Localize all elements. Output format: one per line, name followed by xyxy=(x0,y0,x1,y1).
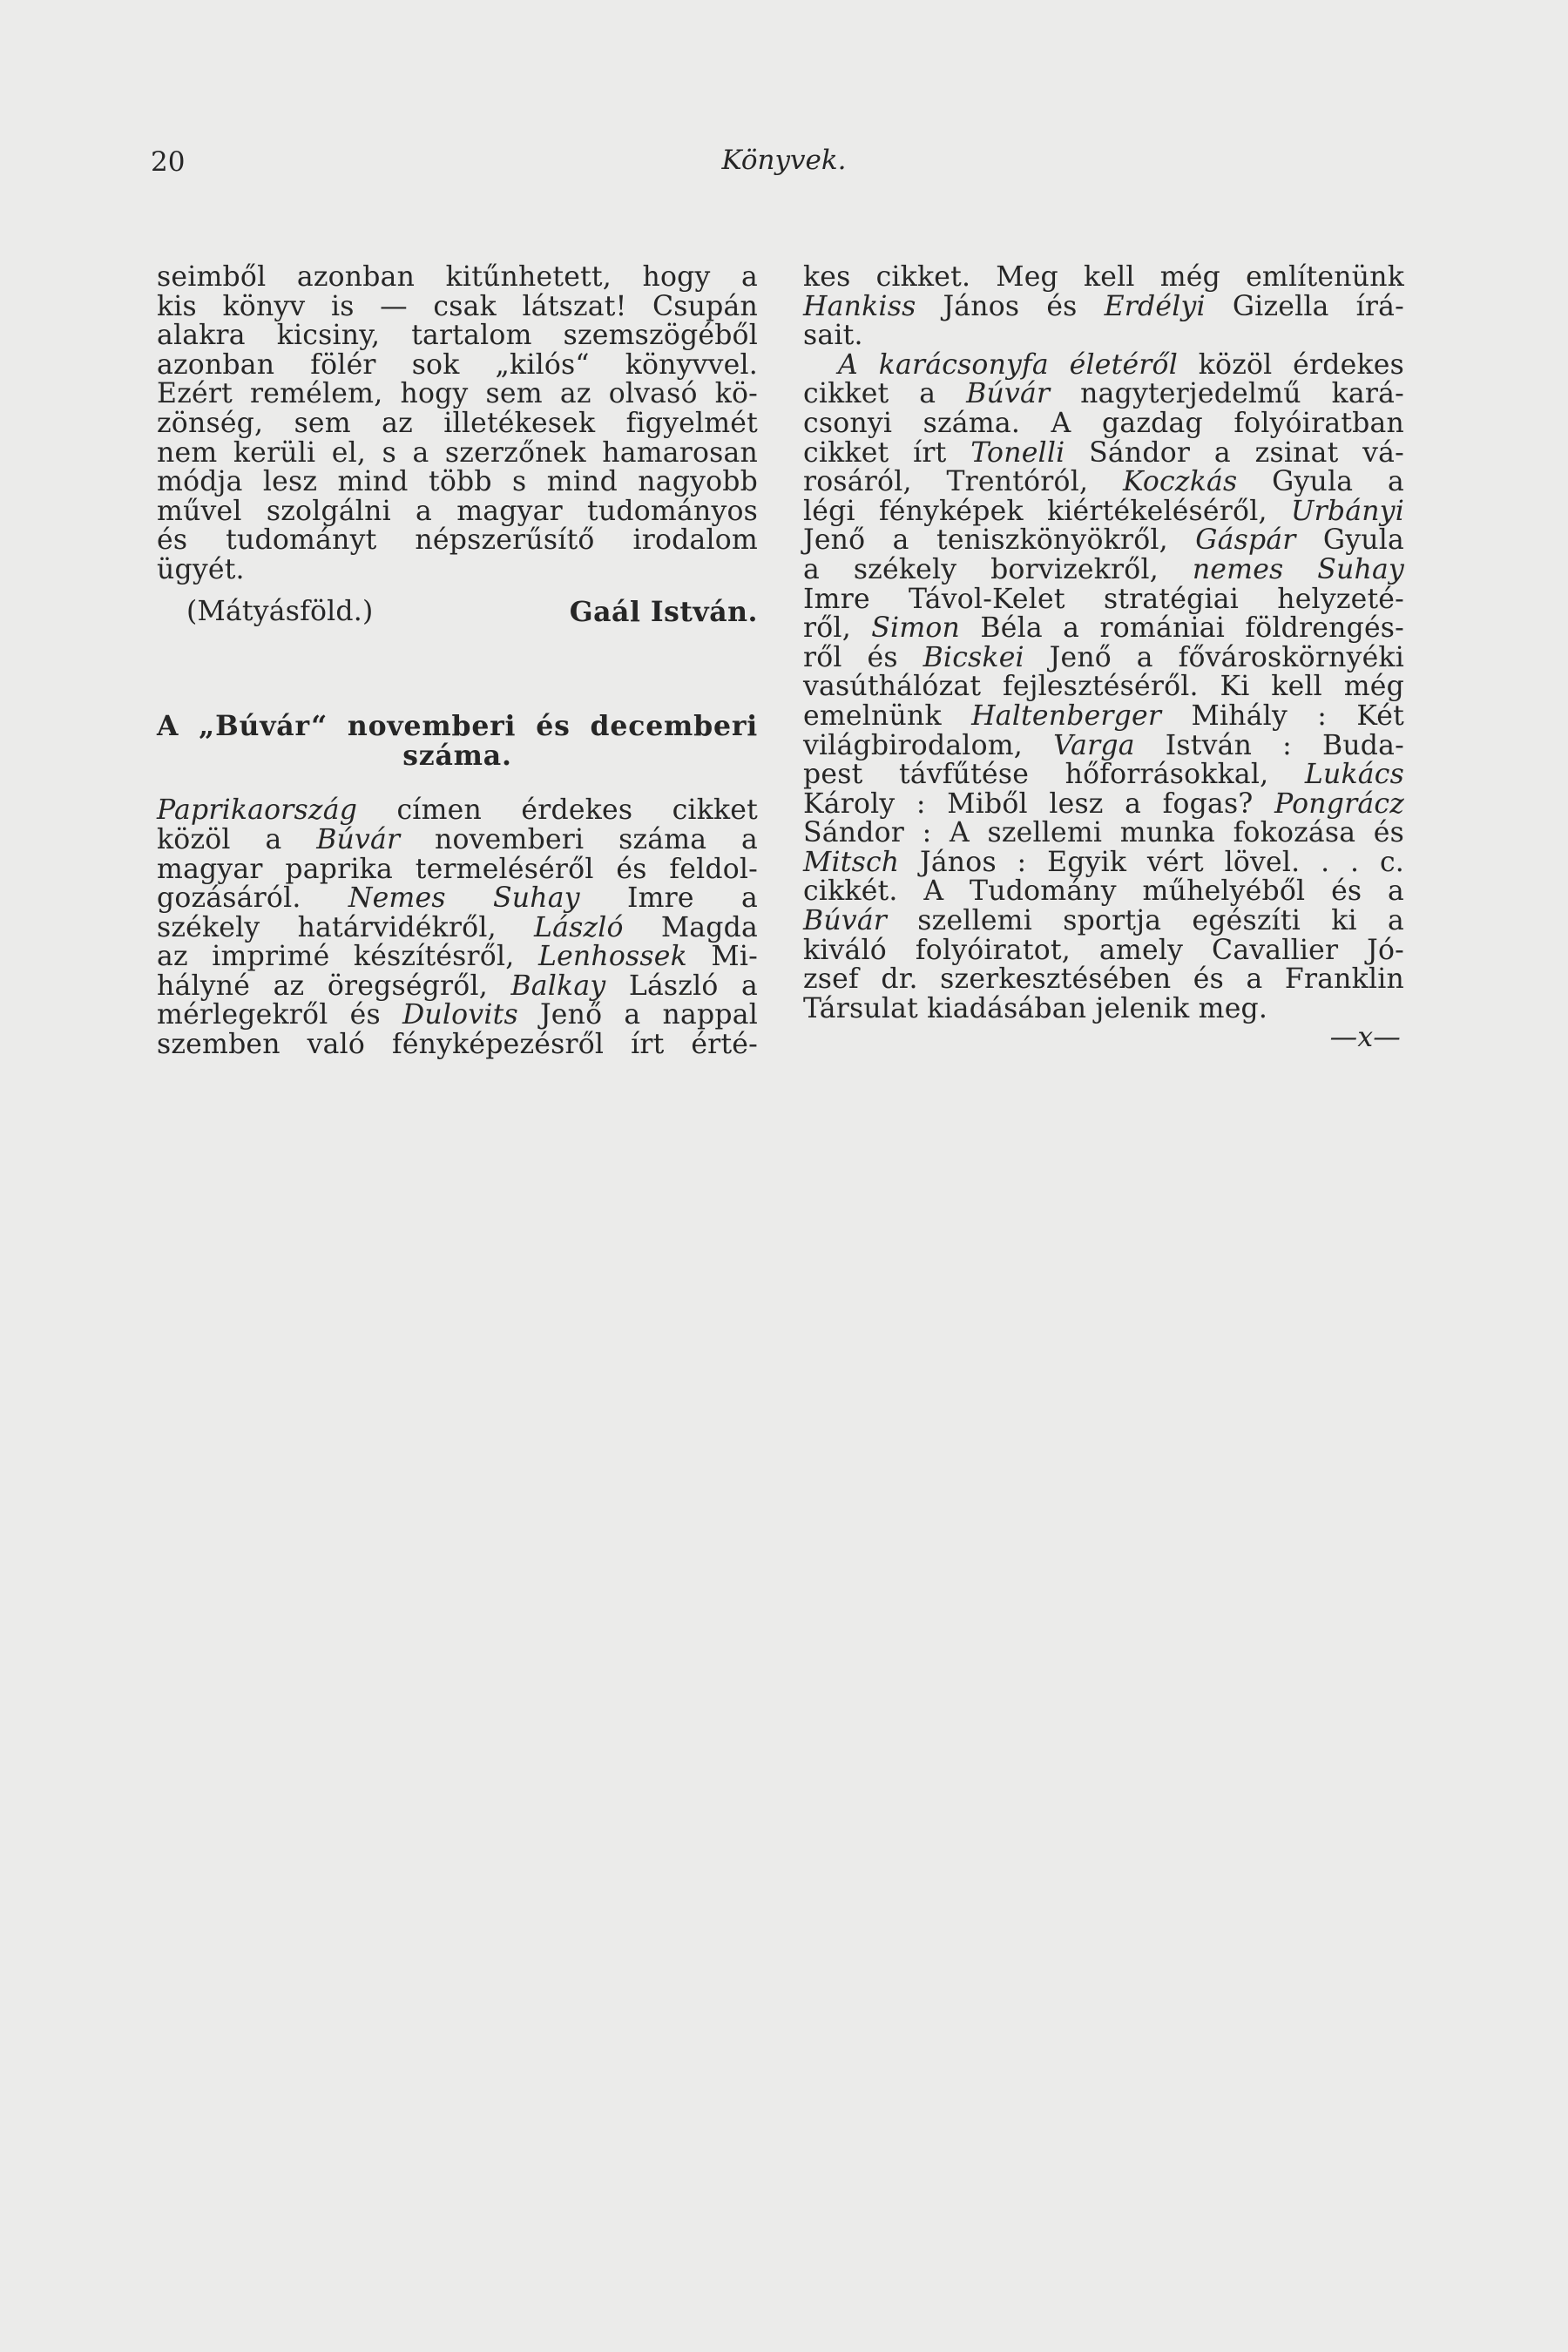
text-line: Imre Távol-Kelet stratégiai helyzeté- xyxy=(803,583,1404,615)
italic-name: Hankiss xyxy=(803,290,916,322)
italic-name: Pongrácz xyxy=(1274,787,1404,820)
text-line: hályné az öregségről, Balkay László a xyxy=(157,970,759,1002)
text-line: Paprikaország címen érdekes cikket xyxy=(157,794,758,827)
signature xyxy=(157,595,758,628)
text-line: alakra kicsiny, tartalom szemszögéből xyxy=(157,320,758,352)
text-line: Jenő a teniszkönyökről, Gáspár Gyula xyxy=(803,524,1404,557)
section-title-line: száma. xyxy=(402,739,512,772)
text-line: sait. xyxy=(803,320,863,352)
text-line: pest távfűtése hőforrásokkal, Lukács xyxy=(803,759,1404,791)
italic-name: Bicskei xyxy=(923,641,1024,673)
italic-name: Simon xyxy=(871,612,961,645)
text-line: kiváló folyóiratot, amely Cavallier Jó- xyxy=(803,934,1404,966)
left-column xyxy=(157,263,758,1060)
italic-name: Dulovits xyxy=(402,999,518,1031)
text-line: Ezért remélem, hogy sem az olvasó kö- xyxy=(157,378,758,410)
text-line: Károly : Miből lesz a fogas? Pongrácz xyxy=(803,787,1404,820)
text-line: Társulat kiadásában jelenik meg. xyxy=(803,992,1268,1024)
text-line: székely határvidékről, László Magda xyxy=(157,911,758,943)
italic-name: Gáspár xyxy=(1195,524,1296,557)
text-line: kes cikket. Meg kell még említenünk xyxy=(803,261,1404,293)
text-line: és tudományt népszerűsítő irodalom xyxy=(157,524,758,557)
italic-name: László xyxy=(533,911,624,943)
review-paragraph xyxy=(157,263,758,585)
text-line: légi fényképek kiértékeléséről, Urbányi xyxy=(803,495,1404,527)
italic-name: Nemes Suhay xyxy=(348,882,580,915)
italic-title: Búvár xyxy=(803,905,888,937)
italic-name: Haltenberger xyxy=(971,700,1162,732)
text-line: cikkét. A Tudomány műhelyéből és a xyxy=(803,875,1404,908)
text-line: a székely borvizekről, nemes Suhay xyxy=(803,553,1404,585)
buvar-paragraph xyxy=(157,796,758,1059)
text-line: azonban fölér sok „kilós“ könyvvel. xyxy=(157,348,758,381)
text-line: nem kerüli el, s a szerzőnek hamarosan xyxy=(157,436,758,469)
italic-title: A karácsonyfa életéről xyxy=(838,348,1178,381)
text-line: művel szolgálni a magyar tudományos xyxy=(157,495,758,527)
text-line: az imprimé készítésről, Lenhossek Mi- xyxy=(157,941,758,973)
italic-title: Búvár xyxy=(966,378,1051,410)
italic-name: Tonelli xyxy=(970,436,1065,469)
text-line: mérlegekről és Dulovits Jenő a nappal xyxy=(157,999,758,1031)
italic-name: Balkay xyxy=(510,970,606,1002)
text-line: szemben való fényképezésről írt érté- xyxy=(157,1029,758,1061)
author-initials: —x— xyxy=(1329,1022,1401,1054)
text-line: Búvár szellemi sportja egészíti ki a xyxy=(803,905,1404,937)
text-line: zönség, sem az illetékesek figyelmét xyxy=(157,407,758,439)
text-line: vasúthálózat fejlesztéséről. Ki kell még xyxy=(803,671,1404,703)
text-line: csonyi száma. A gazdag folyóiratban xyxy=(803,407,1404,439)
text-line: Sándor : A szellemi munka fokozása és xyxy=(803,817,1404,849)
text-line: zsef dr. szerkesztésében és a Franklin xyxy=(803,963,1404,996)
text-line: világbirodalom, Varga István : Buda- xyxy=(803,729,1404,761)
text-line: A karácsonyfa életéről közöl érdekes xyxy=(838,348,1404,381)
text-line: ről és Bicskei Jenő a fővároskörnyéki xyxy=(803,641,1404,673)
italic-name: Lukács xyxy=(1304,759,1404,791)
italic-name: Mitsch xyxy=(803,846,900,878)
text-line: magyar paprika termeléséről és feldol- xyxy=(157,853,758,885)
italic-name: nemes Suhay xyxy=(1192,553,1404,585)
signature-place: (Mátyásföld.) xyxy=(186,595,374,627)
section-title xyxy=(157,712,758,770)
text-line: módja lesz mind több s mind nagyobb xyxy=(157,466,758,498)
text-line: kis könyv is — csak látszat! Csupán xyxy=(157,290,758,322)
running-title: Könyvek. xyxy=(721,145,847,176)
text-line: közöl a Búvár novemberi száma a xyxy=(157,823,759,855)
text-line: cikket írt Tonelli Sándor a zsinat vá- xyxy=(803,436,1404,469)
text-line: Mitsch János : Egyik vért lövel. . . c. xyxy=(803,846,1404,878)
page-number: 20 xyxy=(151,146,186,178)
text-line: cikket a Búvár nagyterjedelmű kará- xyxy=(803,378,1404,410)
italic-name: Varga xyxy=(1053,729,1135,761)
text-line: rosáról, Trentóról, Koczkás Gyula a xyxy=(803,466,1404,498)
italic-name: Koczkás xyxy=(1123,466,1238,498)
text-line: ről, Simon Béla a romániai földrengés- xyxy=(803,612,1404,645)
text-line: seimből azonban kitűnhetett, hogy a xyxy=(157,261,758,293)
italic-title: Búvár xyxy=(316,823,401,855)
italic-name: Urbányi xyxy=(1290,495,1404,527)
text-line: gozásáról. Nemes Suhay Imre a xyxy=(157,882,759,915)
text-line: Hankiss János és Erdélyi Gizella írá- xyxy=(803,290,1405,322)
text-line: emelnünk Haltenberger Mihály : Két xyxy=(803,700,1404,732)
italic-name: Erdélyi xyxy=(1104,290,1206,322)
right-column xyxy=(803,263,1404,1053)
italic-title: Paprikaország xyxy=(157,794,358,827)
text-line: ügyét. xyxy=(157,553,245,585)
signature-author: Gaál István. xyxy=(569,595,758,628)
section-title-line: A „Búvár“ novemberi és decemberi xyxy=(157,710,758,743)
italic-name: Lenhossek xyxy=(537,941,687,973)
